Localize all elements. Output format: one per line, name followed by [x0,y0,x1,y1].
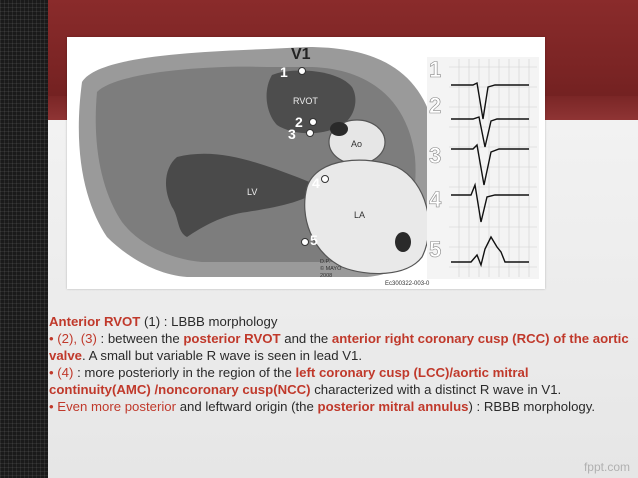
anatomy-diagram [67,37,545,289]
caption-3-bullet: • (4) [49,365,74,380]
caption-line-4 [49,398,633,415]
site-label-1: 1 [280,64,288,80]
caption-1-lead: Anterior RVOT [49,314,141,329]
caption-2-bold-a: posterior RVOT [183,331,281,346]
caption-2-bullet: • (2), (3) [49,331,97,346]
site-label-3: 3 [288,126,296,142]
label-ao: Ao [351,139,363,149]
caption-3-text-b: characterized with a distinct R wave in V1. [310,382,562,397]
label-la: LA [354,210,366,220]
site-label-4: 4 [312,175,320,191]
label-rvot: RVOT [293,96,318,106]
site-label-5: 5 [310,232,318,248]
caption-2-text-b: and the [280,331,332,346]
caption-line-3 [49,364,633,398]
site-marker-1 [299,68,306,75]
credit-line-3: 2008 [320,273,333,279]
caption-line-2 [49,330,633,364]
credit-line-2: © MAYO [320,266,342,272]
ecg-label-4: 4 [429,187,442,212]
anatomy-figure [67,37,545,289]
credit-line-1: D.P. [320,259,330,265]
label-lv: LV [247,187,258,197]
site-marker-2 [310,119,317,126]
lead-v1-label: V1 [291,46,311,63]
caption-4-text-b: ) : RBBB morphology. [468,399,596,414]
caption-3-bold-a: left coronary cusp (LCC)/aortic mitral continuity(AMC) /noncoronary cusp(NCC) [49,365,529,397]
caption-4-text-a: and leftward origin (the [176,399,318,414]
ecg-label-5: 5 [429,237,442,262]
image-code: Ec300322-003-0 [385,281,430,287]
caption-3-text-a: : more posteriorly in the region of the [73,365,296,380]
site-marker-5 [302,239,309,246]
caption-2-bold-b: anterior right coronary cusp (RCC) of the aortic valve [49,331,629,363]
caption-4-bullet: • Even more posterior [49,399,177,414]
brand-watermark: fppt.com [583,460,630,474]
site-marker-4 [322,176,329,183]
caption-2-text-a: : between the [96,331,184,346]
site-label-2: 2 [295,114,303,130]
caption-4-bold-a: posterior mitral annulus [317,399,469,414]
ecg-panel [427,57,539,279]
ecg-label-3: 3 [429,143,442,168]
ecg-label-1: 1 [429,57,442,82]
site-marker-3 [307,130,314,137]
left-texture-strip [0,0,48,478]
ecg-label-2: 2 [429,93,442,118]
caption-1-text: (1) : LBBB morphology [140,314,278,329]
caption-line-1 [49,313,633,330]
slide-caption [49,313,633,415]
caption-2-text-c: . A small but variable R wave is seen in lead V1. [82,348,363,363]
